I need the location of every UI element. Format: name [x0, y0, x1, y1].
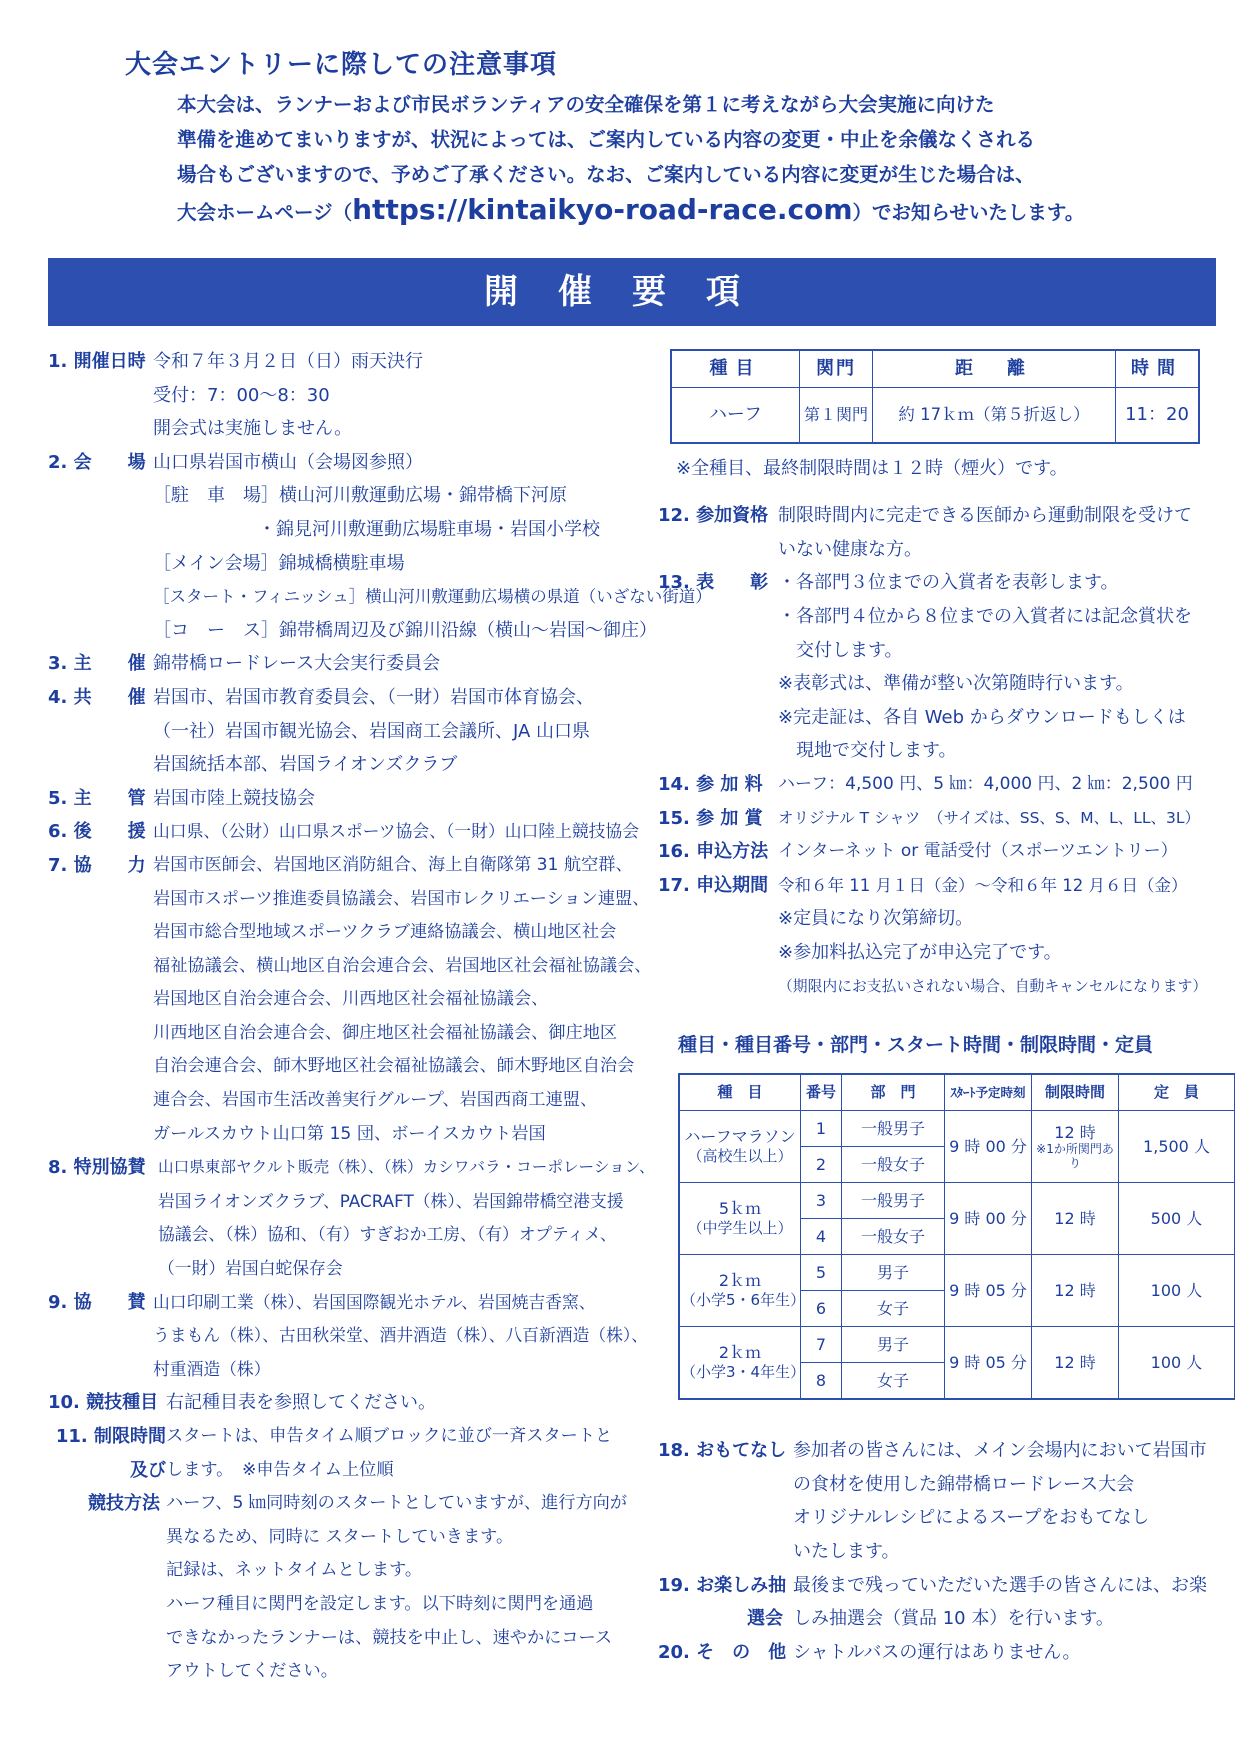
event-division: 女子	[842, 1291, 945, 1327]
item-line: します。 ※申告タイム上位順	[166, 1459, 394, 1480]
item-line: できなかったランナーは、競技を中止し、速やかにコース	[166, 1627, 613, 1648]
item-line: 交付します。	[796, 639, 903, 661]
item-line: スタートは、申告タイム順ブロックに並び一斉スタートと	[166, 1426, 613, 1446]
item-3	[48, 647, 653, 681]
gate-cell: 11：20	[1116, 387, 1200, 443]
item-line: ［コ ー ス］錦帯橋周辺及び錦川沿線（横山～岩国～御庄）	[153, 619, 657, 641]
item-line: インターネット or 電話受付（スポーツエントリー）	[778, 841, 1178, 862]
notice-line: 場合もございますので、予めご了承ください。なお、ご案内している内容に変更が生じた場合は、	[177, 163, 1035, 186]
gate-cell: ハーフ	[671, 387, 800, 443]
event-number: 7	[801, 1327, 842, 1363]
item-label-line: 11. 制限時間	[55, 1426, 166, 1447]
notice-body	[177, 87, 1185, 230]
section-banner: 開催要項	[48, 258, 1216, 326]
item-line: ※完走証は、各自 Web からダウンロードもしくは	[778, 706, 1186, 728]
item-line: 令和７年３月２日（日）雨天決行	[153, 351, 423, 372]
item-line: 受付：7：00～8：30	[153, 384, 330, 406]
item-line: 岩国市陸上競技協会	[153, 787, 315, 809]
item-label: 2. 会 場	[48, 451, 146, 473]
item-line: 山口県東部ヤクルト販売（株）、（株）カシワバラ・コーポレーション、	[158, 1158, 655, 1177]
item-label-line: 及び	[130, 1459, 166, 1481]
item-line: ・各部門３位までの入賞者を表彰します。	[778, 572, 1119, 594]
item-line: 自治会連合会、師木野地区社会福祉協議会、師木野地区自治会	[153, 1056, 635, 1077]
item-line: 岩国市スポーツ推進委員協議会、岩国市レクリエーション連盟、	[153, 888, 650, 909]
item-line: ハーフ種目に関門を設定します。以下時刻に関門を通過	[166, 1593, 594, 1614]
item-line: 川西地区自治会連合会、御庄地区社会福祉協議会、御庄地区	[153, 1022, 618, 1043]
event-name: 2ｋｍ	[718, 1343, 762, 1363]
event-eligibility: （中学生以上）	[687, 1219, 793, 1238]
item-12	[658, 499, 1213, 566]
events-header-cell: 種 目	[679, 1074, 801, 1111]
item-16	[658, 835, 1213, 869]
item-18	[658, 1434, 1213, 1568]
item-label: 17. 申込期間	[658, 874, 769, 896]
homepage-link[interactable]: https://kintaikyo-road-race.com	[352, 193, 853, 226]
item-line: 現地で交付します。	[796, 740, 957, 762]
item-line: ※参加料払込完了が申込完了です。	[778, 941, 1062, 963]
item-6	[48, 815, 653, 849]
events-table-row	[679, 1111, 1235, 1147]
item-line: ※表彰式は、準備が整い次第随時行います。	[778, 673, 1134, 695]
item-line: 右記種目表を参照してください。	[166, 1392, 436, 1414]
gate-table	[670, 349, 1200, 444]
item-label-line: 選会	[747, 1608, 783, 1630]
events-header-cell: 制限時間	[1032, 1074, 1119, 1111]
item-line: 令和６年 11 月１日（金）～令和６年 12 月６日（金）	[778, 875, 1188, 895]
item-line: の食材を使用した錦帯橋ロードレース大会	[793, 1473, 1135, 1495]
event-number: 8	[801, 1363, 842, 1400]
item-label: 14. 参 加 料	[658, 773, 763, 795]
gate-cell: 第１関門	[800, 387, 873, 443]
notice-title: 大会エントリーに際しての注意事項	[125, 50, 558, 80]
item-line: 山口県岩国市横山（会場図参照）	[153, 451, 423, 473]
item-line: 連合会、岩国市生活改善実行グループ、岩国西商工連盟、	[153, 1090, 598, 1111]
event-name-cell	[679, 1111, 801, 1183]
item-label	[48, 1420, 166, 1689]
event-capacity: 500 人	[1119, 1183, 1235, 1255]
events-header-cell: 番号	[801, 1074, 842, 1111]
event-division: 男子	[842, 1255, 945, 1291]
item-8	[48, 1151, 653, 1285]
right-column	[658, 345, 1213, 1669]
item-line: （一財）岩国白蛇保存会	[158, 1258, 343, 1279]
gate-header-cell: 種目	[671, 350, 800, 387]
item-line: 異なるため、同時に スタートしていきます。	[166, 1526, 514, 1547]
item-line: 錦帯橋ロードレース大会実行委員会	[153, 653, 441, 675]
event-name-cell	[679, 1255, 806, 1327]
item-line: ハーフ、5 ㎞同時刻のスタートとしていますが、進行方向が	[166, 1493, 628, 1514]
events-table-row	[679, 1255, 1235, 1291]
item-line: 山口印刷工業（株）、岩国国際観光ホテル、岩国焼吉香窯、	[153, 1291, 596, 1312]
event-name-cell	[679, 1183, 801, 1255]
item-line: シャトルバスの運行はありません。	[793, 1641, 1081, 1663]
events-header-cell: ｽﾀｰﾄ予定時刻	[945, 1074, 1032, 1111]
event-capacity: 1,500 人	[1119, 1111, 1235, 1183]
item-14	[658, 768, 1213, 802]
notice-line: 本大会は、ランナーおよび市民ボランティアの安全確保を第１に考えながら大会実施に向けた	[177, 93, 995, 116]
event-limit-cell	[1032, 1111, 1119, 1183]
item-4	[48, 681, 653, 782]
event-eligibility: （高校生以上）	[687, 1147, 793, 1166]
event-number: 5	[801, 1255, 842, 1291]
event-capacity: 100 人	[1119, 1255, 1235, 1327]
item-9	[48, 1286, 653, 1387]
item-20	[658, 1636, 1213, 1670]
events-table-row	[679, 1327, 1235, 1363]
item-line: ［スタート・フィニッシュ］横山河川敷運動広場横の県道（いざない街道）	[153, 587, 712, 607]
event-division: 一般女子	[842, 1147, 945, 1183]
item-label: 8. 特別協賛	[48, 1157, 146, 1179]
item-line: 福祉協議会、横山地区自治会連合会、岩国地区社会福祉協議会、	[153, 955, 652, 976]
item-label: 3. 主 催	[48, 653, 146, 675]
gate-cell: 約 17ｋｍ（第５折返し）	[873, 387, 1116, 443]
item-label: 4. 共 催	[48, 686, 146, 708]
events-table	[678, 1073, 1235, 1401]
item-label-line: 19. お楽しみ抽	[658, 1574, 787, 1596]
event-start-time: 9 時 05 分	[945, 1327, 1032, 1400]
event-eligibility: （小学3・4年生）	[681, 1363, 806, 1382]
item-15	[658, 802, 1213, 836]
item-line: （期限内にお支払いされない場合、自動キャンセルになります）	[778, 977, 1208, 995]
event-limit-note: ※1か所関門あり	[1036, 1142, 1114, 1171]
item-line: いない健康な方。	[778, 538, 922, 560]
item-line: ハーフ：4,500 円、5 ㎞：4,000 円、2 ㎞：2,500 円	[778, 773, 1193, 794]
item-label: 18. おもてなし	[658, 1440, 787, 1462]
events-table-title: 種目・種目番号・部門・スタート時間・制限時間・定員	[678, 1034, 1154, 1057]
item-line: ・各部門４位から８位までの入賞者には記念賞状を	[778, 605, 1192, 627]
item-17	[658, 869, 1213, 1003]
item-10	[48, 1386, 653, 1420]
item-2	[48, 446, 712, 648]
event-eligibility: （小学5・6年生）	[681, 1291, 806, 1310]
item-line: うまもん（株）、古田秋栄堂、酒井酒造（株）、八百新酒造（株）、	[153, 1325, 649, 1346]
gate-table-row	[671, 387, 1199, 443]
item-1	[48, 345, 653, 446]
gate-table-header	[671, 350, 1199, 387]
events-table-header	[679, 1074, 1235, 1111]
event-division: 女子	[842, 1363, 945, 1400]
item-label: 1. 開催日時	[48, 351, 146, 372]
item-line: ガールスカウト山口第 15 団、ボーイスカウト岩国	[153, 1123, 546, 1144]
item-line: オリジナルレシピによるスープをおもてなし	[793, 1507, 1150, 1529]
item-19	[658, 1569, 1213, 1636]
item-line: 参加者の皆さんには、メイン会場内において岩国市	[793, 1440, 1207, 1462]
item-line: 岩国市、岩国市教育委員会、（一財）岩国市体育協会、	[153, 686, 594, 708]
item-label: 10. 競技種目	[48, 1392, 159, 1414]
item-line: ※定員になり次第締切。	[778, 908, 974, 930]
event-limit: 12 時	[1054, 1123, 1096, 1143]
item-line: 岩国市総合型地域スポーツクラブ連絡協議会、横山地区社会	[153, 922, 617, 943]
item-label: 20. そ の 他	[658, 1641, 787, 1663]
event-limit: 12 時	[1054, 1209, 1096, 1229]
event-division: 一般男子	[842, 1111, 945, 1147]
item-line: 最後まで残っていただいた選手の皆さんには、お楽	[793, 1574, 1207, 1596]
event-name-cell	[679, 1327, 806, 1400]
notice-line-pre: 大会ホームページ（	[177, 201, 353, 224]
item-label: 12. 参加資格	[658, 505, 769, 527]
events-header-cell: 部 門	[842, 1074, 945, 1111]
item-line: ［メイン会場］錦城橋横駐車場	[153, 552, 405, 574]
event-division: 一般男子	[842, 1183, 945, 1219]
event-division: 一般女子	[842, 1219, 945, 1255]
event-division: 男子	[842, 1327, 945, 1363]
item-11	[48, 1420, 653, 1689]
gate-header-cell: 距 離	[873, 350, 1116, 387]
item-line: アウトしてください。	[166, 1661, 338, 1682]
event-number: 2	[801, 1147, 842, 1183]
item-line: ［駐 車 場］横山河川敷運動広場・錦帯橋下河原	[153, 485, 567, 507]
item-line: 村重酒造（株）	[153, 1358, 271, 1379]
item-5	[48, 782, 653, 816]
item-7	[48, 849, 653, 1151]
item-line: ・錦見河川敷運動広場駐車場・岩国小学校	[258, 518, 600, 540]
item-label-line: 競技方法	[88, 1493, 160, 1515]
item-13	[658, 566, 1213, 768]
item-label: 6. 後 援	[48, 821, 146, 843]
item-label: 16. 申込方法	[658, 841, 769, 863]
item-line: 山口県、（公財）山口県スポーツ協会、（一財）山口陸上競技協会	[153, 821, 639, 842]
event-number: 6	[801, 1291, 842, 1327]
event-number: 1	[801, 1111, 842, 1147]
item-line: オリジナル T シャツ （サイズは、SS、S、M、L、LL、3L）	[778, 808, 1201, 827]
events-table-row	[679, 1183, 1235, 1219]
item-line: （一社）岩国市観光協会、岩国商工会議所、JA 山口県	[153, 720, 591, 742]
item-line: 岩国ライオンズクラブ、PACRAFT（株）、岩国錦帯橋空港支援	[158, 1190, 624, 1211]
event-limit: 12 時	[1054, 1353, 1096, 1373]
item-line: 制限時間内に完走できる医師から運動制限を受けて	[778, 505, 1192, 527]
event-name: 2ｋｍ	[718, 1271, 762, 1291]
item-line: 開会式は実施しません。	[153, 418, 353, 440]
event-limit-cell	[1032, 1183, 1119, 1255]
events-table-body	[679, 1111, 1235, 1400]
item-line: 協議会、（株）協和、（有）すぎおか工房、（有）オプティメ、	[158, 1224, 617, 1245]
event-start-time: 9 時 00 分	[945, 1111, 1032, 1183]
event-capacity: 100 人	[1119, 1327, 1235, 1400]
event-limit-cell	[1032, 1327, 1119, 1400]
item-label: 9. 協 賛	[48, 1291, 146, 1313]
gate-header-cell: 関門	[800, 350, 873, 387]
item-label: 7. 協 力	[48, 854, 146, 876]
item-line: 岩国市医師会、岩国地区消防組合、海上自衛隊第 31 航空群、	[153, 854, 633, 875]
notice-line	[177, 192, 1185, 230]
item-label	[658, 1569, 793, 1636]
gate-note: ※全種目、最終制限時間は１２時（煙火）です。	[676, 457, 1068, 479]
item-line: しみ抽選会（賞品 10 本）を行います。	[793, 1608, 1114, 1630]
event-name: ハーフマラソン	[684, 1127, 796, 1147]
event-limit: 12 時	[1054, 1281, 1096, 1301]
item-label: 15. 参 加 賞	[658, 807, 763, 829]
event-number: 3	[801, 1183, 842, 1219]
notice-line: 準備を進めてまいりますが、状況によっては、ご案内している内容の変更・中止を余儀なくされる	[177, 128, 1036, 151]
event-start-time: 9 時 00 分	[945, 1183, 1032, 1255]
event-start-time: 9 時 05 分	[945, 1255, 1032, 1327]
item-line: 記録は、ネットタイムとします。	[166, 1560, 423, 1581]
item-line: 岩国統括本部、岩国ライオンズクラブ	[153, 754, 458, 776]
item-line: 岩国地区自治会連合会、川西地区社会福祉協議会、	[153, 989, 549, 1010]
event-number: 4	[801, 1219, 842, 1255]
event-limit-cell	[1032, 1255, 1119, 1327]
notice-section	[125, 44, 1185, 230]
gate-header-cell: 時間	[1116, 350, 1200, 387]
item-label: 5. 主 管	[48, 787, 146, 809]
item-line: いたします。	[793, 1541, 900, 1563]
events-header-cell: 定 員	[1119, 1074, 1235, 1111]
notice-line-post: ）でお知らせいたします。	[852, 201, 1085, 224]
item-label: 13. 表 彰	[658, 572, 769, 594]
event-name: 5ｋｍ	[718, 1199, 762, 1219]
